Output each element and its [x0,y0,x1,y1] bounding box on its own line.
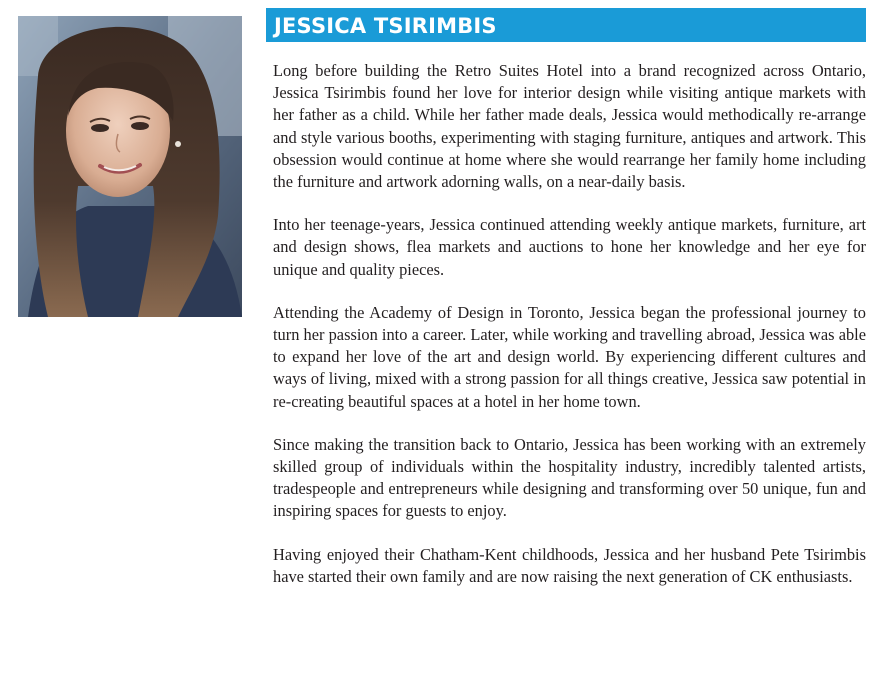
bio-paragraph: Since making the transition back to Ontario, Jessica has been working with an extremely skilled group of individuals within the hospitality industry, incredibly talented artists, tradespeople and entrepreneurs while designing and transforming over 50 unique, fun and inspiring spaces for guests to enjoy. [273,434,866,521]
bio-paragraph: Into her teenage-years, Jessica continued attending weekly antique markets, furniture, art and design shows, flea markets and auctions to hone her knowledge and her eye for unique and quality pieces. [273,215,866,279]
portrait-photo [18,16,242,317]
bio-paragraph: Attending the Academy of Design in Toronto, Jessica began the professional journey to turn her passion into a career. Later, while working and travelling abroad, Jessica was able to expand her love of the art and design world. By experiencing different cultures and ways of living, mixed with a strong passion for all things creative, Jessica saw potential in re-creating beautiful spaces at a hotel in her home town. [273,302,866,411]
biography [273,60,866,609]
bio-paragraph: Long before building the Retro Suites Hotel into a brand recognized across Ontario, Jessica Tsirimbis found her love for interior design while visiting antique markets with her father as a child. While her father made deals, Jessica would methodically re-arrange and style various booths, experimenting with staging furniture, antiques and artwork. This obsession would continue at home where she would rearrange her family home including the furniture and artwork adorning walls, on a near-daily basis. [273,61,866,192]
person-name: JESSICA TSIRIMBIS [274,14,497,38]
name-header [266,8,866,42]
bio-paragraph: Having enjoyed their Chatham-Kent childhoods, Jessica and her husband Pete Tsirimbis have started their own family and are now raising the next generation of CK enthusiasts. [273,544,866,586]
